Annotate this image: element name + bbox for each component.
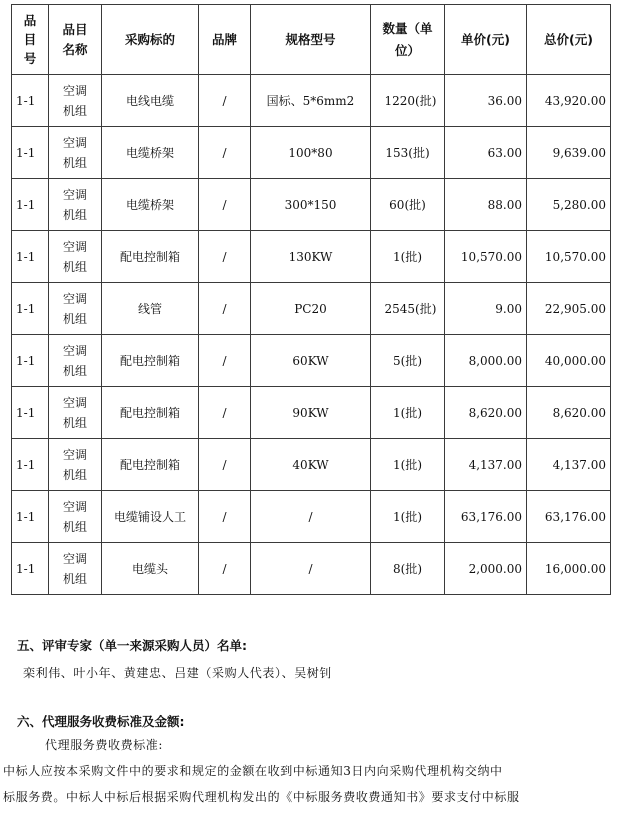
cell-item-name — [49, 75, 102, 127]
cell-item-name — [49, 127, 102, 179]
cell-spec: / — [251, 543, 371, 595]
cell-brand: / — [199, 127, 251, 179]
cell-item-name-text: 空调机组 — [62, 499, 87, 534]
cell-item-name-text: 空调机组 — [62, 447, 87, 482]
cell-index: 1-1 — [12, 231, 49, 283]
cell-item-name-text: 空调机组 — [62, 291, 87, 326]
cell-total-price: 43,920.00 — [527, 75, 611, 127]
cell-spec: 300*150 — [251, 179, 371, 231]
cell-item-name — [49, 543, 102, 595]
cell-item-name-text: 空调机组 — [62, 83, 87, 118]
cell-brand: / — [199, 387, 251, 439]
cell-index: 1-1 — [12, 491, 49, 543]
cell-unit-price: 36.00 — [445, 75, 527, 127]
cell-brand: / — [199, 179, 251, 231]
cell-spec: 国标、5*6mm2 — [251, 75, 371, 127]
section-6-para-line1: 中标人应按本采购文件中的要求和规定的金额在收到中标通知3日内向采购代理机构交纳中 — [3, 764, 503, 778]
cell-subject: 配电控制箱 — [102, 335, 199, 387]
cell-spec: / — [251, 491, 371, 543]
cell-spec: 40KW — [251, 439, 371, 491]
cell-brand: / — [199, 543, 251, 595]
header-brand: 品牌 — [199, 5, 251, 75]
cell-subject: 配电控制箱 — [102, 387, 199, 439]
cell-subject: 电缆头 — [102, 543, 199, 595]
cell-unit-price: 63.00 — [445, 127, 527, 179]
cell-total-price: 8,620.00 — [527, 387, 611, 439]
cell-qty: 1(批) — [371, 231, 445, 283]
cell-index: 1-1 — [12, 75, 49, 127]
cell-total-price: 5,280.00 — [527, 179, 611, 231]
cell-unit-price: 2,000.00 — [445, 543, 527, 595]
section-6-para-line2: 标服务费。中标人中标后根据采购代理机构发出的《中标服务费收费通知书》要求支付中标服 — [3, 790, 520, 804]
cell-subject-text: 电缆铺设人工 — [113, 509, 186, 524]
cell-subject: 电缆桥架 — [102, 179, 199, 231]
cell-spec: 90KW — [251, 387, 371, 439]
cell-item-name — [49, 335, 102, 387]
cell-unit-price: 4,137.00 — [445, 439, 527, 491]
cell-unit-price: 10,570.00 — [445, 231, 527, 283]
cell-index: 1-1 — [12, 387, 49, 439]
cell-spec: 100*80 — [251, 127, 371, 179]
header-total-price: 总价(元) — [527, 5, 611, 75]
cell-total-price: 40,000.00 — [527, 335, 611, 387]
cell-unit-price: 8,000.00 — [445, 335, 527, 387]
cell-index: 1-1 — [12, 543, 49, 595]
table-row — [12, 127, 611, 179]
header-qty: 数量（单位） — [371, 5, 445, 75]
cell-item-name-text: 空调机组 — [62, 395, 87, 430]
cell-item-name — [49, 179, 102, 231]
cell-qty: 5(批) — [371, 335, 445, 387]
header-spec: 规格型号 — [251, 5, 371, 75]
header-item-name: 品目名称 — [49, 5, 102, 75]
cell-qty: 1(批) — [371, 439, 445, 491]
section-6-sub: 代理服务费收费标准: — [45, 738, 164, 752]
cell-qty — [371, 75, 445, 127]
cell-qty: 60(批) — [371, 179, 445, 231]
cell-item-name — [49, 231, 102, 283]
cell-item-name — [49, 491, 102, 543]
cell-brand: / — [199, 231, 251, 283]
cell-item-name — [49, 439, 102, 491]
section-5-content: 栾利伟、叶小年、黄建忠、吕建（采购人代表）、吴树钊 — [23, 666, 333, 680]
procurement-table — [11, 4, 611, 595]
section-6 — [3, 712, 607, 810]
cell-index: 1-1 — [12, 127, 49, 179]
cell-total-price: 16,000.00 — [527, 543, 611, 595]
table-row — [12, 179, 611, 231]
cell-brand: / — [199, 75, 251, 127]
cell-total-price: 63,176.00 — [527, 491, 611, 543]
cell-qty — [371, 283, 445, 335]
cell-brand: / — [199, 439, 251, 491]
cell-spec: 60KW — [251, 335, 371, 387]
header-unit-price: 单价(元) — [445, 5, 527, 75]
cell-total-price: 9,639.00 — [527, 127, 611, 179]
table-header-row — [12, 5, 611, 75]
cell-qty-text: 2545(批) — [384, 301, 437, 316]
cell-qty: 1(批) — [371, 387, 445, 439]
cell-subject: 电缆桥架 — [102, 127, 199, 179]
cell-unit-price: 88.00 — [445, 179, 527, 231]
cell-spec: PC20 — [251, 283, 371, 335]
cell-index: 1-1 — [12, 335, 49, 387]
table-row — [12, 439, 611, 491]
cell-item-name-text: 空调机组 — [62, 135, 87, 170]
cell-index: 1-1 — [12, 283, 49, 335]
header-index: 品目号 — [12, 5, 49, 75]
cell-item-name-text: 空调机组 — [62, 551, 87, 586]
cell-total-price: 10,570.00 — [527, 231, 611, 283]
cell-subject: 配电控制箱 — [102, 439, 199, 491]
cell-unit-price: 63,176.00 — [445, 491, 527, 543]
cell-item-name-text: 空调机组 — [62, 239, 87, 274]
cell-brand: / — [199, 335, 251, 387]
cell-item-name — [49, 283, 102, 335]
cell-subject: 配电控制箱 — [102, 231, 199, 283]
cell-subject: 电线电缆 — [102, 75, 199, 127]
cell-unit-price: 8,620.00 — [445, 387, 527, 439]
cell-subject: 线管 — [102, 283, 199, 335]
cell-qty: 8(批) — [371, 543, 445, 595]
cell-qty-text: 1220(批) — [384, 93, 437, 108]
cell-index: 1-1 — [12, 439, 49, 491]
cell-index: 1-1 — [12, 179, 49, 231]
cell-item-name-text: 空调机组 — [62, 343, 87, 378]
cell-brand: / — [199, 283, 251, 335]
table-row — [12, 335, 611, 387]
cell-brand: / — [199, 491, 251, 543]
section-6-heading: 六、代理服务收费标准及金额: — [17, 714, 185, 729]
cell-total-price: 22,905.00 — [527, 283, 611, 335]
table-row — [12, 491, 611, 543]
table-row — [12, 231, 611, 283]
cell-subject — [102, 491, 199, 543]
cell-item-name-text: 空调机组 — [62, 187, 87, 222]
cell-qty: 153(批) — [371, 127, 445, 179]
table-row — [12, 543, 611, 595]
cell-unit-price: 9.00 — [445, 283, 527, 335]
section-5 — [17, 636, 607, 686]
cell-item-name — [49, 387, 102, 439]
section-5-heading: 五、评审专家（单一来源采购人员）名单: — [17, 638, 247, 653]
cell-spec: 130KW — [251, 231, 371, 283]
cell-qty: 1(批) — [371, 491, 445, 543]
header-subject: 采购标的 — [102, 5, 199, 75]
table-row — [12, 283, 611, 335]
table-row — [12, 387, 611, 439]
table-row — [12, 75, 611, 127]
cell-total-price: 4,137.00 — [527, 439, 611, 491]
